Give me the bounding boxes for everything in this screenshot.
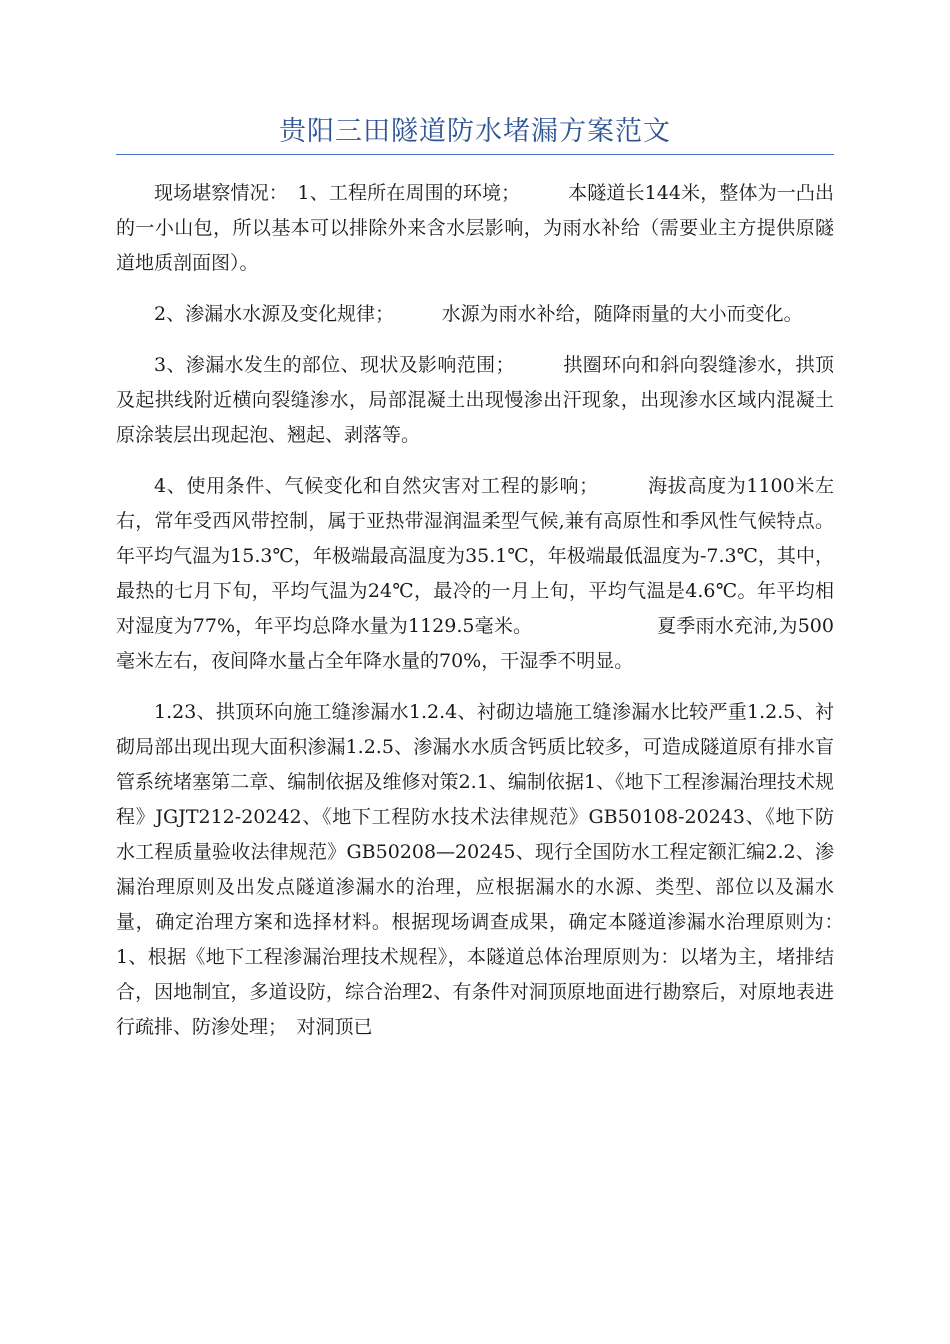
paragraph-basis-and-principles: 1.23、拱顶环向施工缝渗漏水1.2.4、衬砌边墙施工缝渗漏水比较严重1.2.5、衬砌局部出现出现大面积渗漏1.2.5、渗漏水水质含钙质比较多，可造成隧道原有排水盲管系统堵塞第二章、编制依据及维修对策2.1、编制依据1、《地下工程渗漏治理技术规程》JGJT212-20242、《地下工程防水技术法律规范》GB50108-20243、《地下防水工程质量验收法律规范》GB50208—20245、现行全国防水工程定额汇编2.2、渗漏治理原则及出发点隧道渗漏水的治理，应根据漏水的水源、类型、部位以及漏水量，确定治理方案和选择材料。根据现场调查成果，确定本隧道渗漏水治理原则为： 1、根据《地下工程渗漏治理技术规程》，本隧道总体治理原则为：以堵为主，堵排结合，因地制宜，多道设防，综合治理2、有条件对洞顶原地面进行勘察后，对原地表进行疏排、防渗处理； 对洞顶已 — [116, 701, 854, 1038]
document-title: 贵阳三田隧道防水堵漏方案范文 — [279, 116, 671, 147]
paragraph-site-survey: 现场堪察情况： 1、工程所在周围的环境； 本隧道长144米，整体为一凸出的一小山包，所以基本可以排除外来含水层影响，为雨水补给（需要业主方提供原隧道地质剖面图）。 — [116, 182, 834, 274]
title-underline — [116, 154, 834, 155]
document-body — [116, 176, 854, 1045]
paragraph-climate: 4、使用条件、气候变化和自然灾害对工程的影响； 海拔高度为1100米左右，常年受西风带控制，属于亚热带湿润温柔型气候,兼有高原性和季风性气候特点。年平均气温为15.3℃，年极端最高温度为35.1℃，年极端最低温度为-7.3℃，其中，最热的七月下旬，平均气温为24℃，最冷的一月上旬，平均气温是4.6℃。年平均相对湿度为77%，年平均总降水量为1129.5毫米。 夏季雨水充沛,为500毫米左右，夜间降水量占全年降水量的70%，干湿季不明显。 — [116, 475, 834, 672]
paragraph-leak-location: 3、渗漏水发生的部位、现状及影响范围； 拱圈环向和斜向裂缝渗水，拱顶及起拱线附近横向裂缝渗水，局部混凝土出现慢渗出汗现象，出现渗水区域内混凝土原涂装层出现起泡、翘起、剥落等。 — [116, 354, 834, 446]
paragraph-water-source: 2、渗漏水水源及变化规律； 水源为雨水补给，随降雨量的大小而变化。 — [154, 303, 803, 325]
